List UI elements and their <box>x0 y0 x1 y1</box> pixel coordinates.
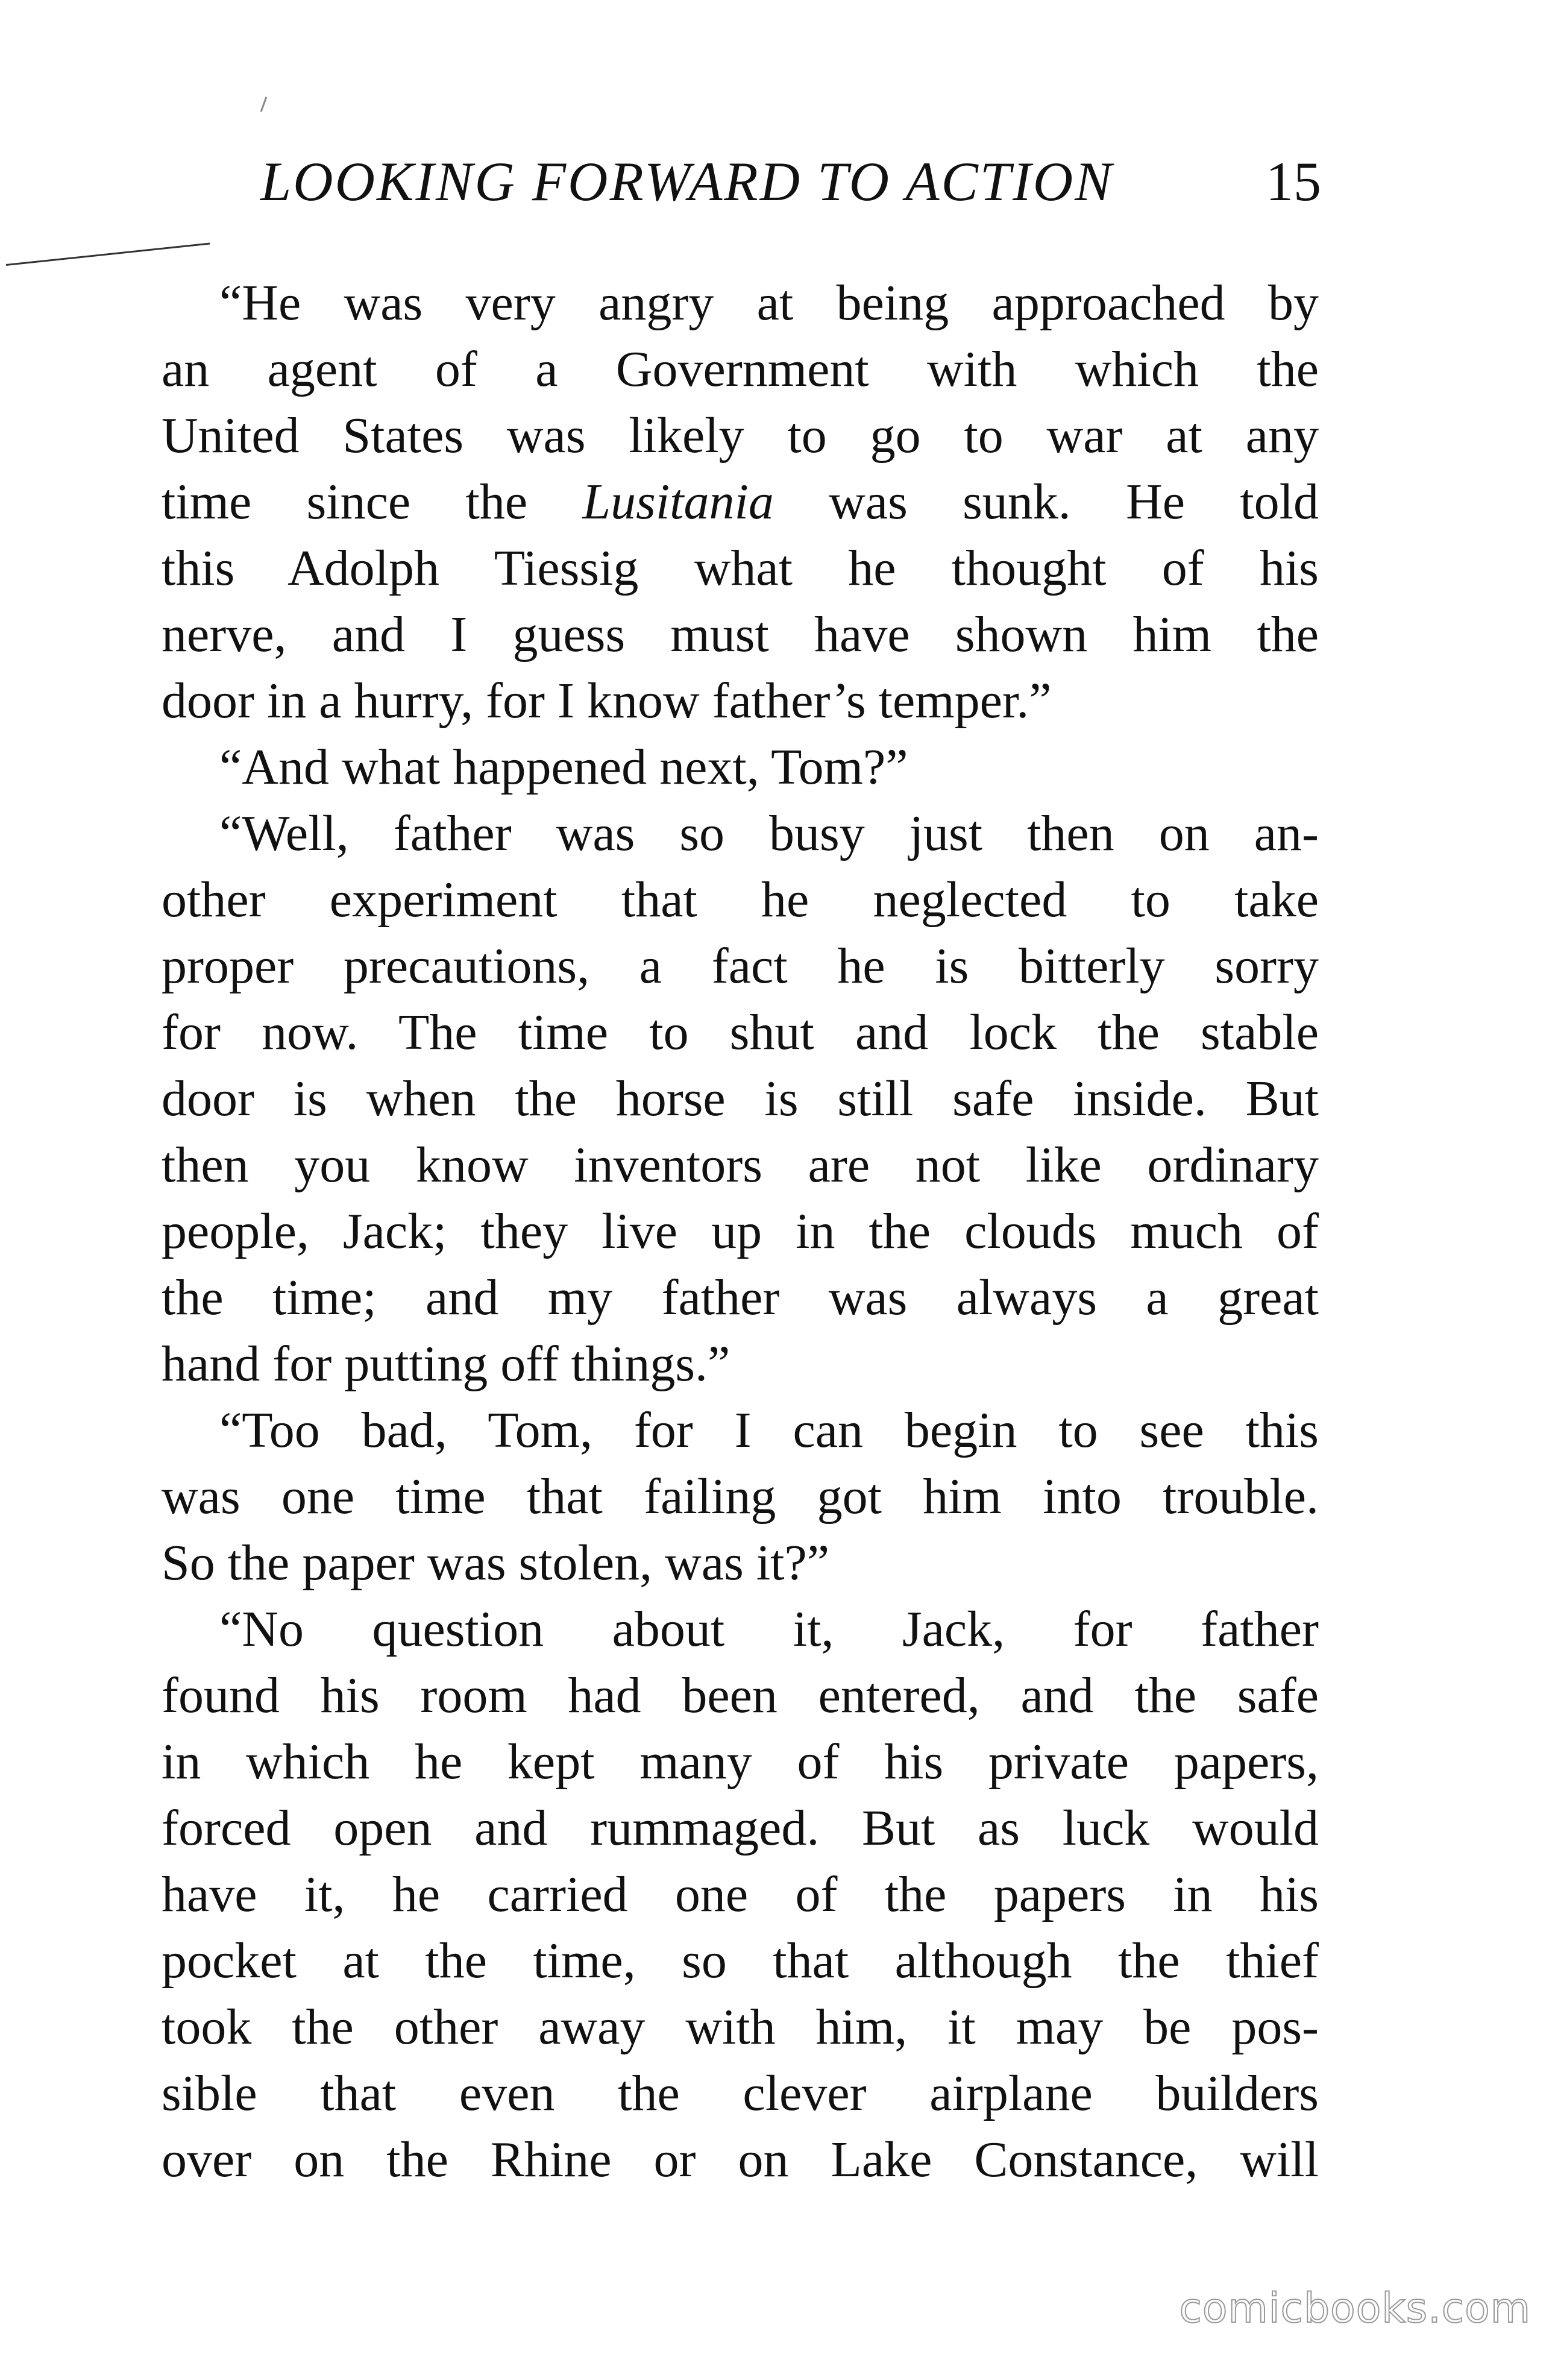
text-line: nerve, and I guess must have shown him the <box>162 606 1319 663</box>
text-line: forced open and rummaged. But as luck would <box>162 1800 1319 1856</box>
scan-mark-line <box>6 242 210 266</box>
text-line: proper precautions, a fact he is bitterly sorry <box>162 938 1319 994</box>
text-line: the time; and my father was always a great <box>162 1270 1319 1326</box>
text-line: in which he kept many of his private papers, <box>162 1734 1319 1790</box>
text-line: for now. The time to shut and lock the stable <box>162 1004 1319 1060</box>
text-line: United States was likely to go to war at any <box>162 408 1319 464</box>
text-line: So the paper was stolen, was it?” <box>162 1535 830 1591</box>
text-line: was one time that failing got him into trouble. <box>162 1469 1319 1525</box>
text-line: “Well, father was so busy just then on an- <box>219 805 1319 861</box>
text-line: pocket at the time, so that although the thief <box>162 1933 1319 1989</box>
text-line: have it, he carried one of the papers in his <box>162 1866 1319 1922</box>
text-line: “He was very angry at being approached by <box>219 275 1319 331</box>
text-line: door is when the horse is still safe inside. But <box>162 1071 1319 1127</box>
body-text <box>162 270 1319 2193</box>
running-title: LOOKING FORWARD TO ACTION <box>260 151 1114 212</box>
watermark-logo: comicbooks.com <box>1179 2285 1531 2332</box>
text-line: sible that even the clever airplane builders <box>162 2065 1319 2121</box>
text-line: took the other away with him, it may be pos- <box>162 1999 1319 2055</box>
page-number: 15 <box>1266 151 1321 212</box>
text-line: this Adolph Tiessig what he thought of his <box>162 540 1319 596</box>
text-line: found his room had been entered, and the safe <box>162 1667 1319 1724</box>
scan-mark-dot <box>260 96 268 112</box>
text-line: “Too bad, Tom, for I can begin to see this <box>219 1402 1319 1458</box>
text-line: door in a hurry, for I know father’s temper.” <box>162 673 1052 729</box>
running-head <box>260 150 1321 222</box>
text-line: over on the Rhine or on Lake Constance, will <box>162 2132 1319 2188</box>
text-line: time since the Lusitania was sunk. He told <box>162 474 1319 530</box>
text-line: other experiment that he neglected to take <box>162 872 1319 928</box>
text-line: an agent of a Government with which the <box>162 341 1319 397</box>
text-line: hand for putting off things.” <box>162 1336 730 1392</box>
text-line: people, Jack; they live up in the clouds much of <box>162 1203 1319 1259</box>
text-line: “And what happened next, Tom?” <box>219 739 908 795</box>
text-line: “No question about it, Jack, for father <box>219 1601 1319 1657</box>
text-line: then you know inventors are not like ordinary <box>162 1137 1319 1193</box>
